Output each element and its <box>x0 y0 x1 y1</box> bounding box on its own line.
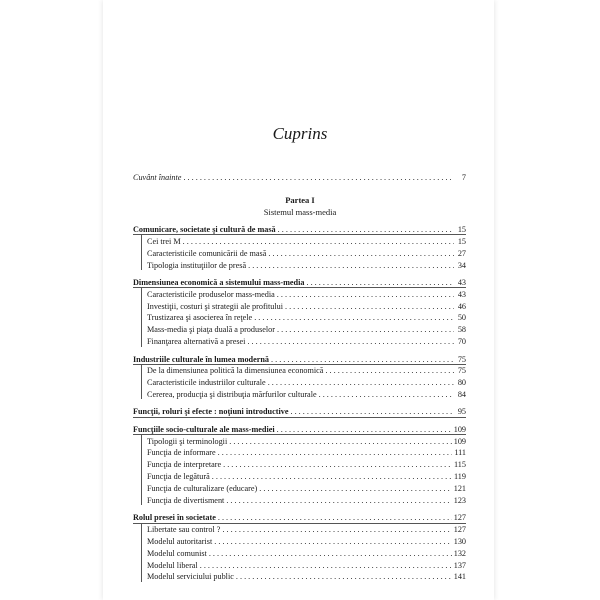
entry-page: 84 <box>457 390 466 400</box>
section-bracket <box>141 364 142 400</box>
entry-page: 27 <box>457 248 466 258</box>
entry-page: 127 <box>453 525 466 535</box>
toc-entry <box>147 336 466 347</box>
toc-entry <box>147 260 466 271</box>
entry-label: Modelul comunist <box>147 548 207 558</box>
dot-leader <box>277 424 452 435</box>
section-label: Industriile culturale în lumea modernă <box>133 354 270 364</box>
entry-page: 130 <box>453 536 466 546</box>
dot-leader <box>229 436 451 447</box>
entry-page: 46 <box>457 301 466 311</box>
page-title: Cuprins <box>272 124 328 143</box>
toc-foreword <box>133 172 466 183</box>
toc-section <box>133 512 466 523</box>
toc-entry <box>147 377 466 388</box>
section-label: Funcţii, roluri şi efecte : noţiuni introductive <box>133 407 289 417</box>
dot-leader <box>214 536 451 547</box>
toc-entry <box>147 365 466 376</box>
dot-leader <box>319 389 454 400</box>
entry-page: 15 <box>457 236 466 246</box>
dot-leader <box>183 172 454 183</box>
section-bracket <box>141 523 142 582</box>
entry-label: Cei trei M <box>147 236 181 246</box>
toc-entry <box>147 324 466 335</box>
section-label: Comunicare, societate şi cultură de masă <box>133 225 276 234</box>
entry-label: Funcţia de interpretare <box>147 460 222 470</box>
dot-leader <box>226 495 451 506</box>
toc-entry <box>147 571 466 582</box>
toc-entry <box>147 289 466 300</box>
section-bracket <box>141 234 142 270</box>
entry-label: Trustizarea şi asocierea în reţele <box>147 313 253 323</box>
toc-section <box>133 277 466 288</box>
dot-leader <box>254 312 454 323</box>
entry-label: Caracteristicile produselor mass-media <box>147 289 275 299</box>
entry-label: Cererea, producţia şi distribuţia mărfurilor culturale <box>147 390 317 400</box>
dot-leader <box>248 260 454 271</box>
toc-entry <box>147 524 466 535</box>
entry-label: Caracteristicile comunicării de masă <box>147 248 267 258</box>
dot-leader <box>290 406 454 417</box>
entry-page: 43 <box>457 289 466 299</box>
dot-leader <box>223 459 452 470</box>
section-page: 15 <box>457 225 466 234</box>
toc-entry <box>147 236 466 247</box>
entry-label: Libertate sau control ? <box>147 525 221 535</box>
entry-page: 132 <box>453 548 466 558</box>
entry-label: Caracteristicile industriilor culturale <box>147 378 266 388</box>
toc-section <box>133 354 466 365</box>
toc-entry <box>147 312 466 323</box>
toc-entry <box>147 548 466 559</box>
entry-label: Funcţia de divertisment <box>147 495 225 505</box>
toc-entry <box>147 495 466 506</box>
entry-page: 119 <box>454 472 466 482</box>
toc-entry <box>147 436 466 447</box>
toc-section <box>133 406 466 417</box>
entry-label: Finanţarea alternativă a presei <box>147 337 246 347</box>
entry-label: Mass-media şi piaţa duală a produselor <box>147 325 276 335</box>
toc-entry <box>147 471 466 482</box>
entry-label: Modelul liberal <box>147 560 198 570</box>
entry-label: Funcţia de legătură <box>147 472 210 482</box>
toc-entry <box>147 459 466 470</box>
dot-leader <box>209 548 452 559</box>
dot-leader <box>222 524 451 535</box>
dot-leader <box>218 447 453 458</box>
entry-page: 123 <box>453 495 466 505</box>
entry-page: 141 <box>453 572 466 582</box>
entry-page: 137 <box>453 560 466 570</box>
dot-leader <box>277 289 454 300</box>
dot-leader <box>259 483 451 494</box>
dot-leader <box>271 354 454 365</box>
toc-entry <box>147 301 466 312</box>
entry-label: Funcţia de informare <box>147 448 216 458</box>
section-page: 75 <box>457 354 466 364</box>
entry-page: 121 <box>453 484 466 493</box>
dot-leader <box>268 248 454 259</box>
entry-page: 58 <box>457 325 466 335</box>
entry-label: Funcţia de culturalizare (educare) <box>147 484 258 493</box>
toc-section <box>133 224 466 235</box>
section-bracket <box>141 287 142 346</box>
entry-page: 109 <box>453 436 466 446</box>
entry-page: 75 <box>457 366 466 376</box>
toc-entry <box>147 536 466 547</box>
foreword-label: Cuvânt înainte <box>133 173 182 182</box>
entry-page: 80 <box>457 378 466 388</box>
section-page: 43 <box>457 277 466 287</box>
toc-entry <box>147 248 466 259</box>
toc-section <box>133 424 466 435</box>
dot-leader <box>247 336 454 347</box>
part-heading: Partea I <box>285 195 315 205</box>
entry-label: Modelul autoritarist <box>147 536 213 546</box>
entry-label: Investiţii, costuri şi strategii ale profitului <box>147 301 283 311</box>
dot-leader <box>200 560 452 571</box>
foreword-page: 7 <box>461 173 466 182</box>
section-label: Dimensiunea economică a sistemului mass-media <box>133 277 305 287</box>
toc-entry <box>147 389 466 400</box>
section-label: Funcţiile socio-culturale ale mass-mediei <box>133 424 275 434</box>
dot-leader <box>306 277 454 288</box>
dot-leader <box>277 324 454 335</box>
entry-page: 34 <box>457 260 466 270</box>
entry-page: 111 <box>454 448 466 458</box>
section-label: Rolul presei în societate <box>133 513 216 523</box>
part-subtitle: Sistemul mass-media <box>263 207 337 217</box>
dot-leader <box>183 236 454 247</box>
section-bracket <box>141 434 142 505</box>
toc-entry <box>147 560 466 571</box>
entry-page: 115 <box>454 460 466 470</box>
section-page: 127 <box>453 513 466 523</box>
entry-label: Tipologia instituţiilor de presă <box>147 260 247 270</box>
dot-leader <box>278 224 454 235</box>
toc-entry <box>147 483 466 494</box>
section-page: 95 <box>457 407 466 417</box>
section-page: 109 <box>453 424 466 434</box>
entry-label: De la dimensiunea politică la dimensiunea economică <box>147 366 324 376</box>
section-rule <box>133 417 466 418</box>
toc-entry <box>147 447 466 458</box>
entry-page: 70 <box>457 337 466 347</box>
dot-leader <box>325 365 454 376</box>
entry-label: Modelul serviciului public <box>147 572 234 582</box>
dot-leader <box>285 301 454 312</box>
dot-leader <box>218 512 452 523</box>
dot-leader <box>268 377 454 388</box>
entry-page: 50 <box>457 313 466 323</box>
entry-label: Tipologii şi terminologii <box>147 436 228 446</box>
dot-leader <box>236 571 452 582</box>
dot-leader <box>212 471 452 482</box>
